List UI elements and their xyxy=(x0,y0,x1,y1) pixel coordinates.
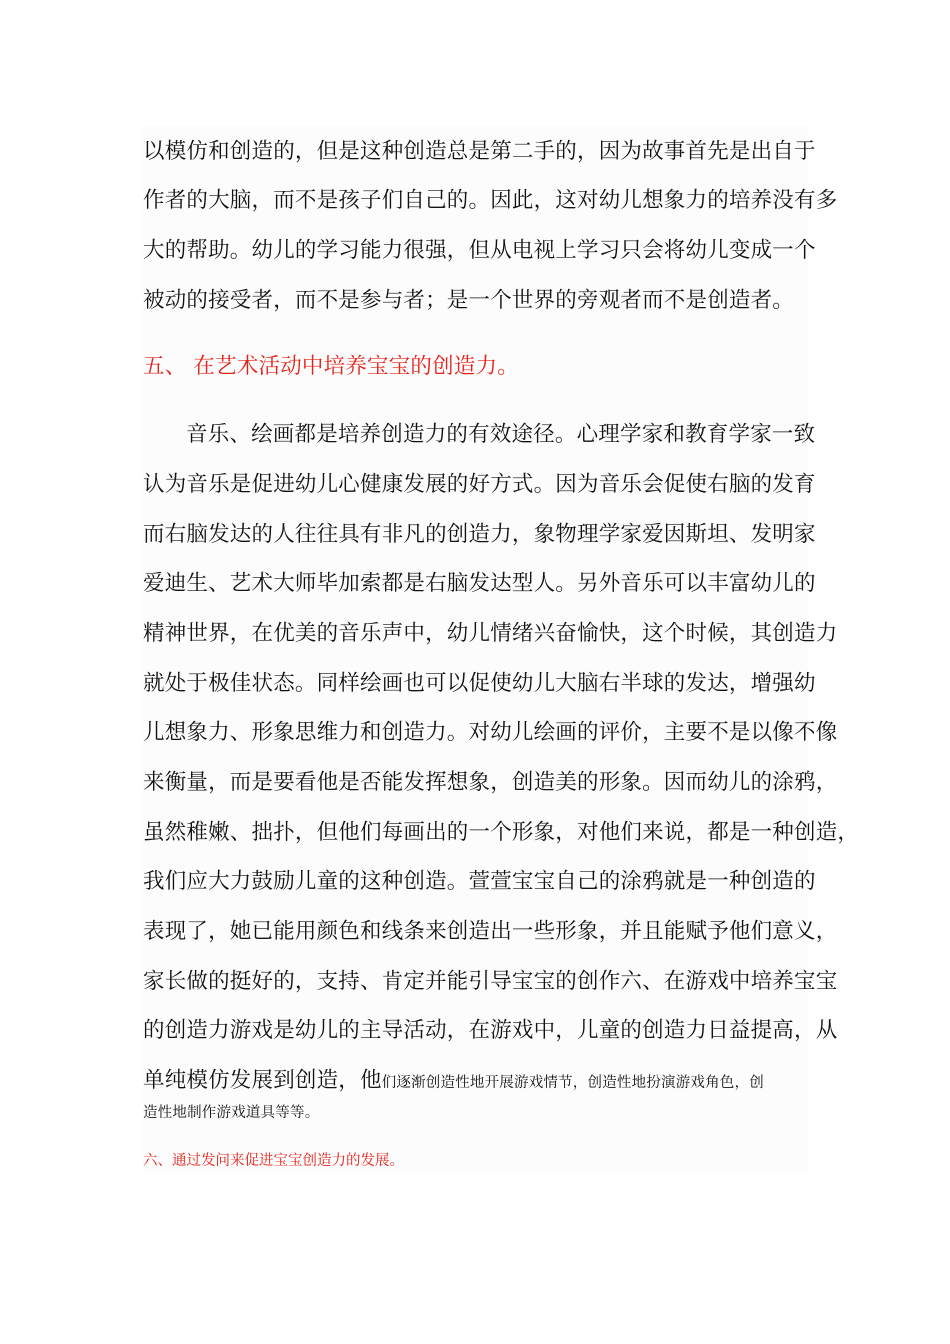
paragraph-line: 来衡量，而是要看他是否能发挥想象，创造美的形象。因而幼儿的涂鸦， xyxy=(143,770,838,795)
paragraph-line: 虽然稚嫩、拙扑，但他们每画出的一个形象，对他们来说，都是一种创造， xyxy=(143,820,860,845)
paragraph-line: 表现了，她已能用颜色和线条来创造出一些形象，并且能赋予他们意义， xyxy=(143,919,838,944)
paragraph-line: 精神世界，在优美的音乐声中，幼儿情绪兴奋愉快，这个时候，其创造力 xyxy=(143,621,838,646)
paragraph-text-large: 单纯模仿发展到创造，他 xyxy=(143,1068,382,1093)
paragraph-line: 大的帮助。幼儿的学习能力很强，但从电视上学习只会将幼儿变成一个 xyxy=(143,238,816,263)
paragraph-text-small: 们逐渐创造性地开展游戏情节，创造性地扮演游戏角色，创 xyxy=(381,1075,764,1091)
paragraph-line: 音乐、绘画都是培养创造力的有效途径。心理学家和教育学家一致 xyxy=(186,422,816,447)
paragraph-line: 的创造力游戏是幼儿的主导活动，在游戏中，儿童的创造力日益提高，从 xyxy=(143,1018,838,1043)
paragraph-line: 作者的大脑，而不是孩子们自己的。因此，这对幼儿想象力的培养没有多 xyxy=(143,188,838,213)
paragraph-line: 我们应大力鼓励儿童的这种创造。萱萱宝宝自己的涂鸦就是一种创造的 xyxy=(143,869,816,894)
paragraph-line: 而右脑发达的人往往具有非凡的创造力，象物理学家爱因斯坦、发明家 xyxy=(143,522,816,547)
paragraph-line: 以模仿和创造的，但是这种创造总是第二手的，因为故事首先是出自于 xyxy=(143,139,816,164)
section-heading-5: 五、 在艺术活动中培养宝宝的创造力。 xyxy=(143,354,519,379)
section-heading-6: 六、通过发问来促进宝宝创造力的发展。 xyxy=(143,1153,404,1169)
paragraph-line: 被动的接受者，而不是参与者；是一个世界的旁观者而不是创造者。 xyxy=(143,288,795,313)
paragraph-line: 家长做的挺好的，支持、肯定并能引导宝宝的创作六、在游戏中培养宝宝 xyxy=(143,969,838,994)
paragraph-line: 爱迪生、艺术大师毕加索都是右脑发达型人。另外音乐可以丰富幼儿的 xyxy=(143,571,816,596)
paragraph-line-small: 造性地制作游戏道具等等。 xyxy=(143,1105,320,1121)
paragraph-line: 就处于极佳状态。同样绘画也可以促使幼儿大脑右半球的发达，增强幼 xyxy=(143,671,816,696)
paragraph-line-mixed xyxy=(143,1066,764,1098)
paragraph-line: 认为音乐是促进幼儿心健康发展的好方式。因为音乐会促使右脑的发育 xyxy=(143,472,816,497)
paragraph-line: 儿想象力、形象思维力和创造力。对幼儿绘画的评价，主要不是以像不像 xyxy=(143,720,838,745)
